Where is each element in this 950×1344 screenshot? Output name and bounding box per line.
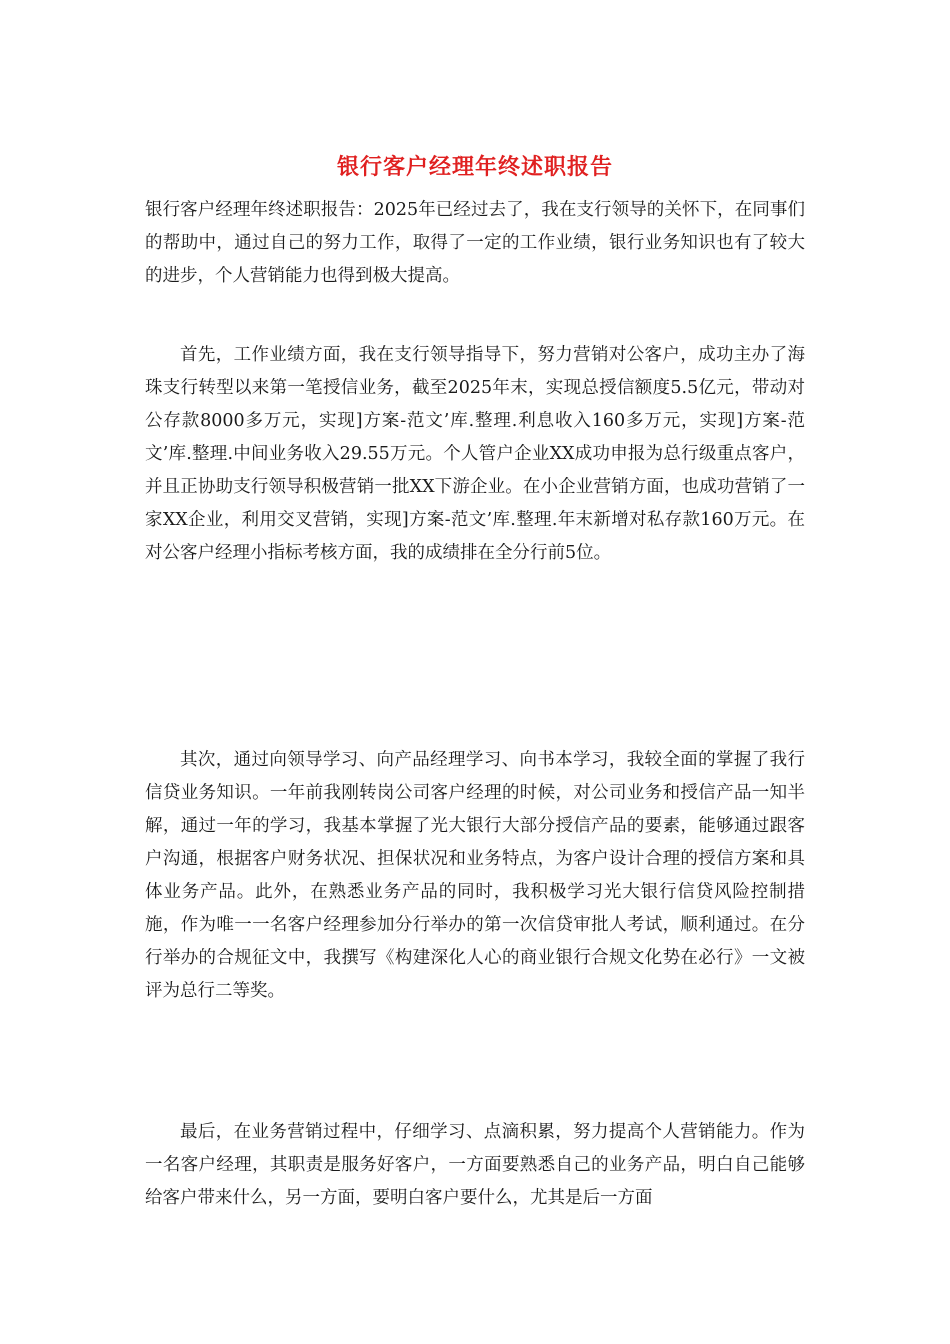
paragraph-marketing: 最后，在业务营销过程中，仔细学习、点滴积累，努力提高个人营销能力。作为一名客户经理，其职责是服务好客户，一方面要熟悉自己的业务产品，明白自己能够给客户带来什么，另一方面，要明白客户要什么，尤其是后一方面	[145, 1122, 805, 1208]
document-title: 银行客户经理年终述职报告	[336, 154, 613, 180]
paragraph-intro: 银行客户经理年终述职报告：2025年已经过去了，我在支行领导的关怀下，在同事们的帮助中，通过自己的努力工作，取得了一定的工作业绩，银行业务知识也有了较大的进步，个人营销能力也得到极大提高。	[145, 200, 805, 286]
paragraph-learning: 其次，通过向领导学习、向产品经理学习、向书本学习，我较全面的掌握了我行信贷业务知识。一年前我刚转岗公司客户经理的时候，对公司业务和授信产品一知半解，通过一年的学习，我基本掌握了光大银行大部分授信产品的要素，能够通过跟客户沟通，根据客户财务状况、担保状况和业务特点，为客户设计合理的授信方案和具体业务产品。此外，在熟悉业务产品的同时，我积极学习光大银行信贷风险控制措施，作为唯一一名客户经理参加分行举办的第一次信贷审批人考试，顺利通过。在分行举办的合规征文中，我撰写《构建深化人心的商业银行合规文化势在必行》一文被评为总行二等奖。	[145, 750, 805, 1001]
paragraph-performance: 首先，工作业绩方面，我在支行领导指导下，努力营销对公客户，成功主办了海珠支行转型以来第一笔授信业务，截至2025年末，实现总授信额度5.5亿元，带动对公存款8000多万元，实现]方案-范文’库.整理.利息收入160多万元，实现]方案-范文’库.整理.中间业务收入29.55万元。个人管户企业XX成功申报为总行级重点客户，并且正协助支行领导积极营销一批XX下游企业。在小企业营销方面，也成功营销了一家XX企业，利用交叉营销，实现]方案-范文’库.整理.年末新增对私存款160万元。在对公客户经理小指标考核方面，我的成绩排在全分行前5位。	[145, 345, 805, 563]
